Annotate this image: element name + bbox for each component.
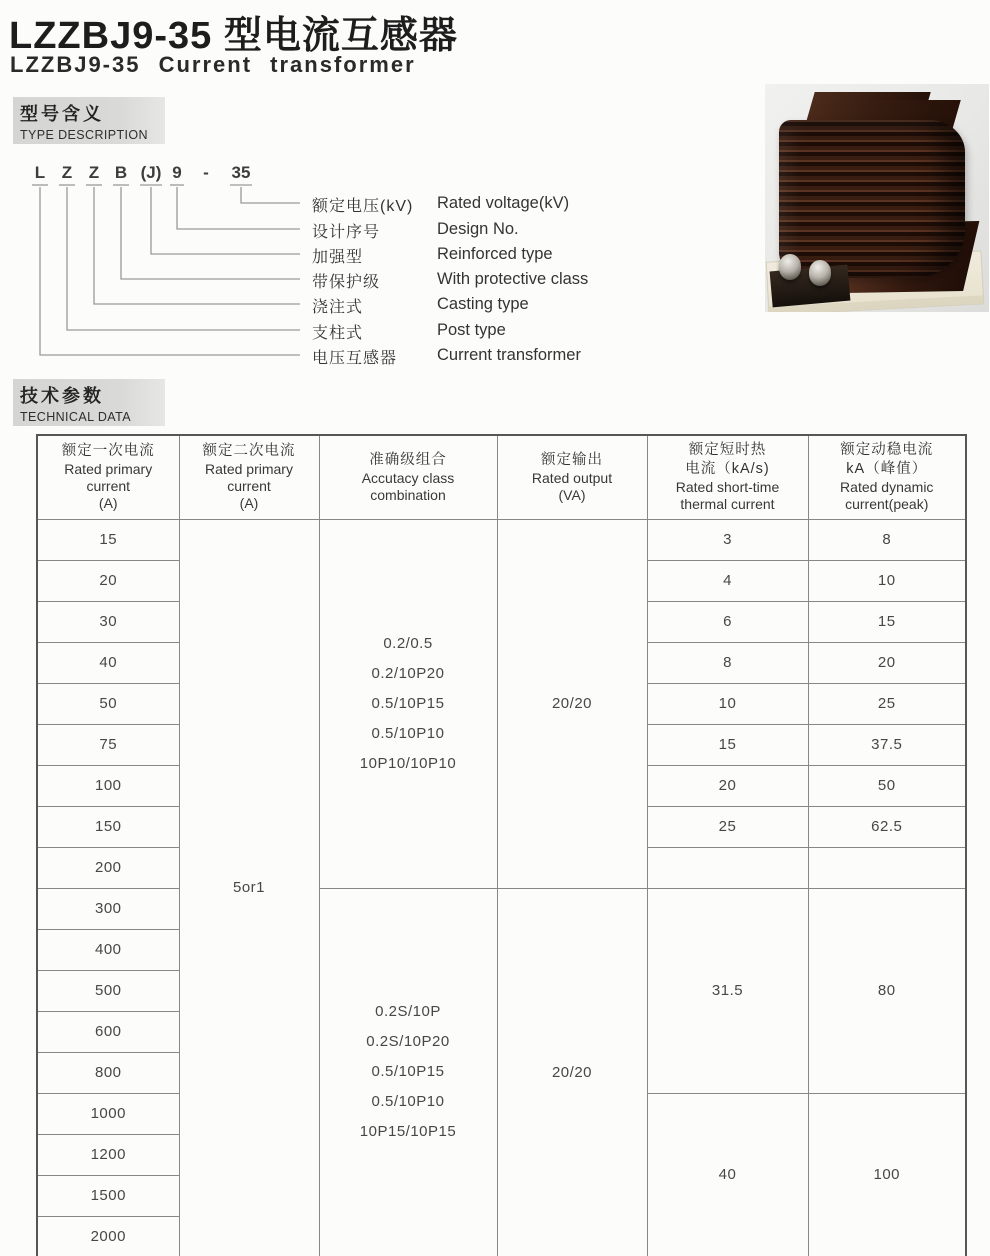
meaning-zh-rated-voltage: 额定电压(kV)	[312, 198, 414, 215]
code-part-L: L	[34, 163, 46, 182]
rated-output-group2-cell: 20/20	[497, 888, 647, 1256]
short-time-block2-cell: 40	[647, 1093, 808, 1256]
meaning-zh-post-type: 支柱式	[312, 325, 364, 342]
technical-data-table	[36, 434, 967, 1256]
section-technical-data	[13, 379, 165, 426]
photo-terminal-stud	[779, 254, 801, 280]
short-time-cell: 10	[647, 683, 808, 724]
short-time-block1-cell: 31.5	[647, 888, 808, 1093]
short-time-cell: 20	[647, 765, 808, 806]
meaning-zh-transformer: 电压互感器	[312, 350, 398, 367]
header-short-time-current: 额定短时热 电流（kA/s) Rated short-time thermal current	[647, 435, 808, 519]
short-time-cell: 8	[647, 642, 808, 683]
section-type-description	[13, 97, 165, 144]
primary-current-cell: 15	[37, 519, 179, 560]
section-title-zh: 型号含义	[20, 104, 104, 124]
primary-current-cell: 500	[37, 970, 179, 1011]
code-part-Z1: Z	[61, 163, 73, 182]
primary-current-cell: 600	[37, 1011, 179, 1052]
meaning-en-rated-voltage: Rated voltage(kV)	[437, 194, 570, 212]
code-part-Z2: Z	[88, 163, 100, 182]
dynamic-cell: 37.5	[808, 724, 966, 765]
short-time-cell: 25	[647, 806, 808, 847]
dynamic-cell: 62.5	[808, 806, 966, 847]
table-row	[37, 519, 966, 560]
primary-current-cell: 100	[37, 765, 179, 806]
dynamic-block1-cell: 80	[808, 888, 966, 1093]
dynamic-cell: 8	[808, 519, 966, 560]
dynamic-cell: 10	[808, 560, 966, 601]
accuracy-group2-cell: 0.2S/10P 0.2S/10P20 0.5/10P15 0.5/10P10 10P15/10P15	[319, 888, 497, 1256]
primary-current-cell: 300	[37, 888, 179, 929]
primary-current-cell: 50	[37, 683, 179, 724]
dynamic-cell: 50	[808, 765, 966, 806]
short-time-cell: 3	[647, 519, 808, 560]
section-title-en: TYPE DESCRIPTION	[20, 128, 148, 142]
accuracy-group1-cell: 0.2/0.5 0.2/10P20 0.5/10P15 0.5/10P10 10P10/10P10	[319, 519, 497, 888]
meaning-en-protective-class: With protective class	[437, 270, 589, 288]
dynamic-cell: 20	[808, 642, 966, 683]
code-part-9: 9	[172, 163, 182, 182]
page-title: LZZBJ9-35 型电流互感器	[9, 15, 458, 57]
header-primary-current: 额定一次电流 Rated primary current (A)	[37, 435, 179, 519]
primary-current-cell: 30	[37, 601, 179, 642]
short-time-cell: 4	[647, 560, 808, 601]
short-time-cell-empty	[647, 847, 808, 888]
short-time-cell: 15	[647, 724, 808, 765]
primary-current-cell: 20	[37, 560, 179, 601]
photo-terminal-stud	[809, 260, 831, 286]
meaning-zh-casting-type: 浇注式	[312, 299, 364, 316]
rated-output-group1-cell: 20/20	[497, 519, 647, 888]
code-part-B: B	[114, 163, 128, 182]
meaning-en-post-type: Post type	[437, 321, 506, 339]
primary-current-cell: 2000	[37, 1216, 179, 1256]
photo-ribbed-body	[779, 120, 965, 278]
table-row	[37, 888, 966, 929]
primary-current-cell: 800	[37, 1052, 179, 1093]
header-secondary-current: 额定二次电流 Rated primary current (A)	[179, 435, 319, 519]
dynamic-cell: 25	[808, 683, 966, 724]
code-part-J: (J)	[140, 163, 162, 182]
secondary-current-cell: 5or1	[179, 519, 319, 1256]
short-time-cell: 6	[647, 601, 808, 642]
product-photo	[765, 84, 989, 312]
primary-current-cell: 200	[37, 847, 179, 888]
dynamic-block2-cell: 100	[808, 1093, 966, 1256]
meaning-zh-protective-class: 带保护级	[312, 274, 381, 291]
primary-current-cell: 1200	[37, 1134, 179, 1175]
meaning-en-transformer: Current transformer	[437, 346, 581, 364]
section-title-zh: 技术参数	[20, 386, 104, 406]
primary-current-cell: 150	[37, 806, 179, 847]
meaning-en-design-no: Design No.	[437, 220, 519, 238]
primary-current-cell: 1000	[37, 1093, 179, 1134]
dynamic-cell: 15	[808, 601, 966, 642]
meaning-zh-reinforced: 加强型	[312, 249, 364, 266]
meaning-en-reinforced: Reinforced type	[437, 245, 553, 263]
code-part-35: 35	[231, 163, 251, 182]
header-row	[37, 435, 966, 519]
primary-current-cell: 40	[37, 642, 179, 683]
dynamic-cell-empty	[808, 847, 966, 888]
code-part-dash: -	[203, 163, 209, 182]
header-dynamic-current: 额定动稳电流 kA（峰值） Rated dynamic current(peak)	[808, 435, 966, 519]
meaning-en-casting-type: Casting type	[437, 295, 529, 313]
section-title-en: TECHNICAL DATA	[20, 410, 131, 424]
primary-current-cell: 400	[37, 929, 179, 970]
meaning-zh-design-no: 设计序号	[312, 224, 381, 241]
page-subtitle: LZZBJ9-35 Current transformer	[10, 52, 416, 77]
primary-current-cell: 75	[37, 724, 179, 765]
primary-current-cell: 1500	[37, 1175, 179, 1216]
header-accuracy-class: 准确级组合 Accutacy class combination	[319, 435, 497, 519]
header-rated-output: 额定输出 Rated output (VA)	[497, 435, 647, 519]
